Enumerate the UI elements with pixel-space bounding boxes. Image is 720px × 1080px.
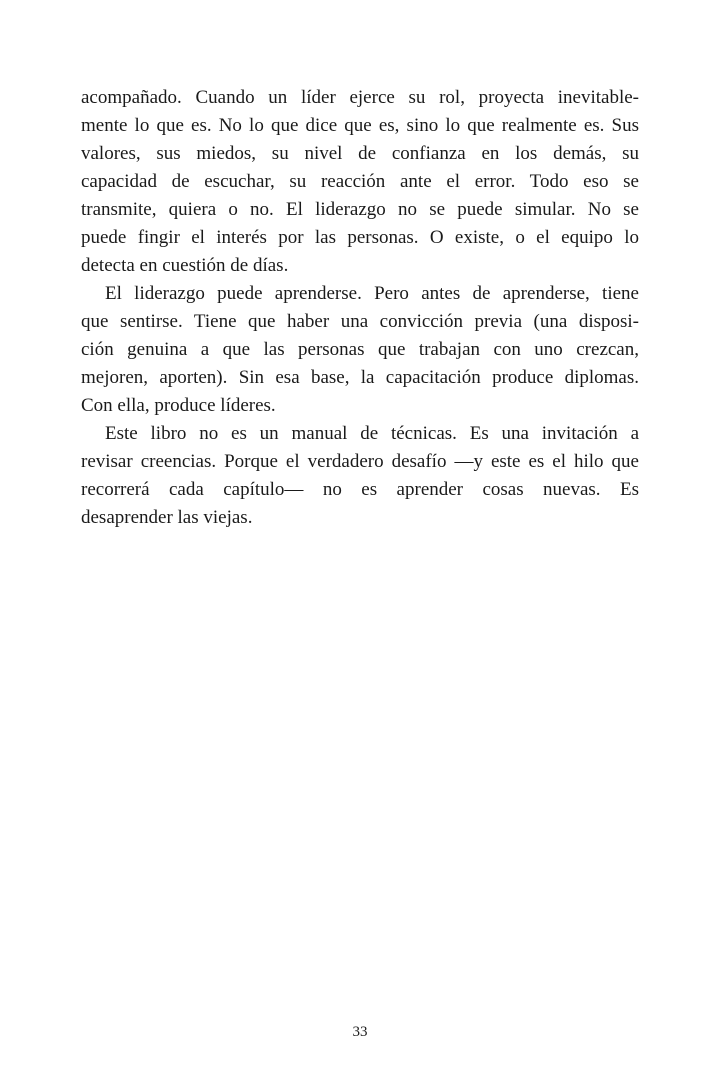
text-line: transmite, quiera o no. El liderazgo no se puede simular. No se — [81, 199, 639, 220]
text-line: detecta en cuestión de días. — [81, 255, 289, 276]
text-line: que sentirse. Tiene que haber una convicción previa (una disposi- — [81, 311, 639, 332]
body-text — [81, 84, 639, 532]
paragraph-1 — [81, 84, 639, 280]
text-line: ción genuina a que las personas que trabajan con uno crezcan, — [81, 339, 639, 360]
page-number: 33 — [352, 1024, 368, 1040]
text-line: valores, sus miedos, su nivel de confianza en los demás, su — [81, 143, 639, 164]
text-line: desaprender las viejas. — [81, 507, 253, 528]
text-line: mente lo que es. No lo que dice que es, sino lo que realmente es. Sus — [81, 115, 639, 136]
paragraph-3 — [81, 420, 639, 532]
text-line: capacidad de escuchar, su reacción ante el error. Todo eso se — [81, 171, 639, 192]
text-line: puede fingir el interés por las personas. O existe, o el equipo lo — [81, 227, 639, 248]
text-line: revisar creencias. Porque el verdadero desafío —y este es el hilo que — [81, 451, 639, 472]
text-line: Con ella, produce líderes. — [81, 395, 276, 416]
paragraph-2 — [81, 280, 639, 420]
text-line: Este libro no es un manual de técnicas. Es una invitación a — [105, 423, 639, 444]
text-line: El liderazgo puede aprenderse. Pero antes de aprenderse, tiene — [105, 283, 639, 304]
text-line: acompañado. Cuando un líder ejerce su rol, proyecta inevitable- — [81, 87, 639, 108]
text-line: recorrerá cada capítulo— no es aprender cosas nuevas. Es — [81, 479, 639, 500]
text-line: mejoren, aporten). Sin esa base, la capacitación produce diplomas. — [81, 367, 639, 388]
